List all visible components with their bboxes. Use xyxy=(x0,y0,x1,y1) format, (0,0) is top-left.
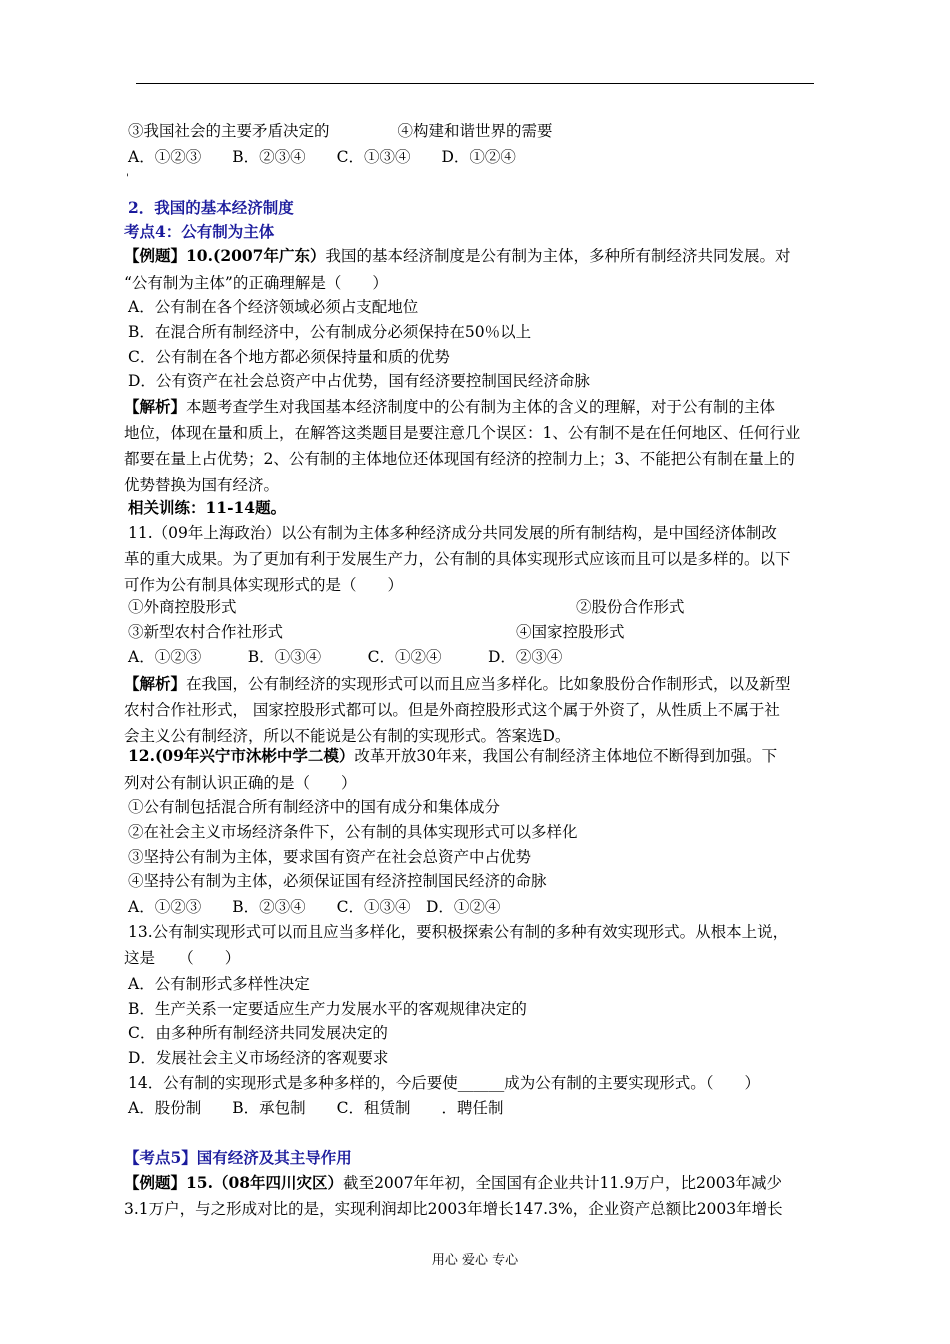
analysis-10-line-1: 【解析】本题考查学生对我国基本经济制度中的公有制为主体的含义的理解，对于公有制的主体 xyxy=(124,397,776,416)
question-14-line-1: 14．公有制的实现形式是多种多样的，今后要使______成为公有制的主要实现形式。（ ） xyxy=(128,1074,760,1092)
question-11-option-2: ②股份合作形式 xyxy=(576,598,685,616)
question-11-answers: A．①②③ B．①③④ C．①②④ D．②③④ xyxy=(128,648,563,666)
option-line: ③我国社会的主要矛盾决定的 ④构建和谐世界的需要 xyxy=(128,122,553,140)
analysis-10-line-2: 地位，体现在量和质上，在解答这类题目是要注意几个误区：1、公有制不是在任何地区、任何行业 xyxy=(124,424,801,442)
question-12-option-3: ③坚持公有制为主体，要求国有资产在社会总资产中占优势 xyxy=(128,848,532,866)
question-11-option-3: ③新型农村合作社形式 xyxy=(128,623,284,641)
point-heading: 考点4：公有制为主体 xyxy=(124,222,275,241)
question-11-line-3: 可作为公有制具体实现形式的是（ ） xyxy=(124,576,404,594)
question-13-option-c: C．由多种所有制经济共同发展决定的 xyxy=(128,1024,388,1042)
analysis-10-line-4: 优势替换为国有经济。 xyxy=(124,476,280,494)
analysis-10-line-3: 都要在量上占优势；2、公有制的主体地位还体现国有经济的控制力上；3、不能把公有制在量上的 xyxy=(124,450,795,468)
question-11-option-4: ④国家控股形式 xyxy=(516,623,625,641)
stray-mark: ' xyxy=(126,173,129,184)
question-13-line-2: 这是 （ ） xyxy=(124,949,241,967)
question-12-option-2: ②在社会主义市场经济条件下，公有制的具体实现形式可以多样化 xyxy=(128,823,578,841)
page-footer: 用心 爱心 专心 xyxy=(431,1253,519,1268)
question-11-line-2: 革的重大成果。为了更加有利于发展生产力，公有制的具体实现形式应该而且可以是多样的。以下 xyxy=(124,550,791,568)
question-13-line-1: 13.公有制实现形式可以而且应当多样化，要积极探索公有制的多种有效实现形式。从根本上说， xyxy=(128,923,789,941)
example-10-option-a: A．公有制在各个经济领域必须占支配地位 xyxy=(128,298,419,316)
example-15-line-1: 【例题】15.（08年四川灾区）截至2007年年初，全国国有企业共计11.9万户，比2003年减少 xyxy=(124,1173,782,1192)
analysis-11-line-3: 会主义公有制经济，所以不能说是公有制的实现形式。答案选D。 xyxy=(124,727,571,745)
example-15-line-2: 3.1万户，与之形成对比的是，实现利润却比2003年增长147.3%，企业资产总额比2003年增长 xyxy=(124,1200,783,1218)
example-10-option-b: B．在混合所有制经济中，公有制成分必须保持在50％以上 xyxy=(128,323,532,341)
question-13-option-b: B．生产关系一定要适应生产力发展水平的客观规律决定的 xyxy=(128,1000,527,1018)
question-11-option-1: ①外商控股形式 xyxy=(128,598,237,616)
example-10-line-1: 【例题】10.(2007年广东）我国的基本经济制度是公有制为主体，多种所有制经济共同发展。对 xyxy=(124,246,791,265)
question-13-option-d: D．发展社会主义市场经济的客观要求 xyxy=(128,1049,389,1067)
question-12-answers: A．①②③ B．②③④ C．①③④ D．①②④ xyxy=(128,898,501,916)
related-training: 相关训练：11-14题。 xyxy=(128,498,287,517)
analysis-11-line-2: 农村合作社形式， 国家控股形式都可以。但是外商控股形式这个属于外资了，从性质上不属于社 xyxy=(124,701,780,719)
analysis-11-line-1: 【解析】在我国，公有制经济的实现形式可以而且应当多样化。比如象股份合作制形式，以及新型 xyxy=(124,674,791,693)
header-rule xyxy=(136,83,814,84)
example-10-option-c: C．公有制在各个地方都必须保持量和质的优势 xyxy=(128,348,450,366)
example-10-option-d: D．公有资产在社会总资产中占优势，国有经济要控制国民经济命脉 xyxy=(128,372,590,390)
answer-choices: A．①②③ B．②③④ C．①③④ D．①②④ xyxy=(128,148,516,166)
section-heading: 2．我国的基本经济制度 xyxy=(128,198,294,217)
question-13-option-a: A．公有制形式多样性决定 xyxy=(128,975,310,993)
example-10-line-2: “公有制为主体”的正确理解是（ ） xyxy=(124,274,388,292)
point-5-heading: 【考点5】国有经济及其主导作用 xyxy=(124,1148,352,1167)
question-12-line-1: 12.(09年兴宁市沐彬中学二模）改革开放30年来，我国公有制经济主体地位不断得到加强。下 xyxy=(128,746,778,765)
question-12-option-1: ①公有制包括混合所有制经济中的国有成分和集体成分 xyxy=(128,798,501,816)
question-14-answers: A．股份制 B．承包制 C．租赁制 ．聘任制 xyxy=(128,1099,504,1117)
question-12-option-4: ④坚持公有制为主体，必须保证国有经济控制国民经济的命脉 xyxy=(128,872,547,890)
question-11-line-1: 11.（09年上海政治）以公有制为主体多种经济成分共同发展的所有制结构，是中国经济体制改 xyxy=(128,524,777,542)
question-12-line-2: 列对公有制认识正确的是（ ） xyxy=(124,774,357,792)
